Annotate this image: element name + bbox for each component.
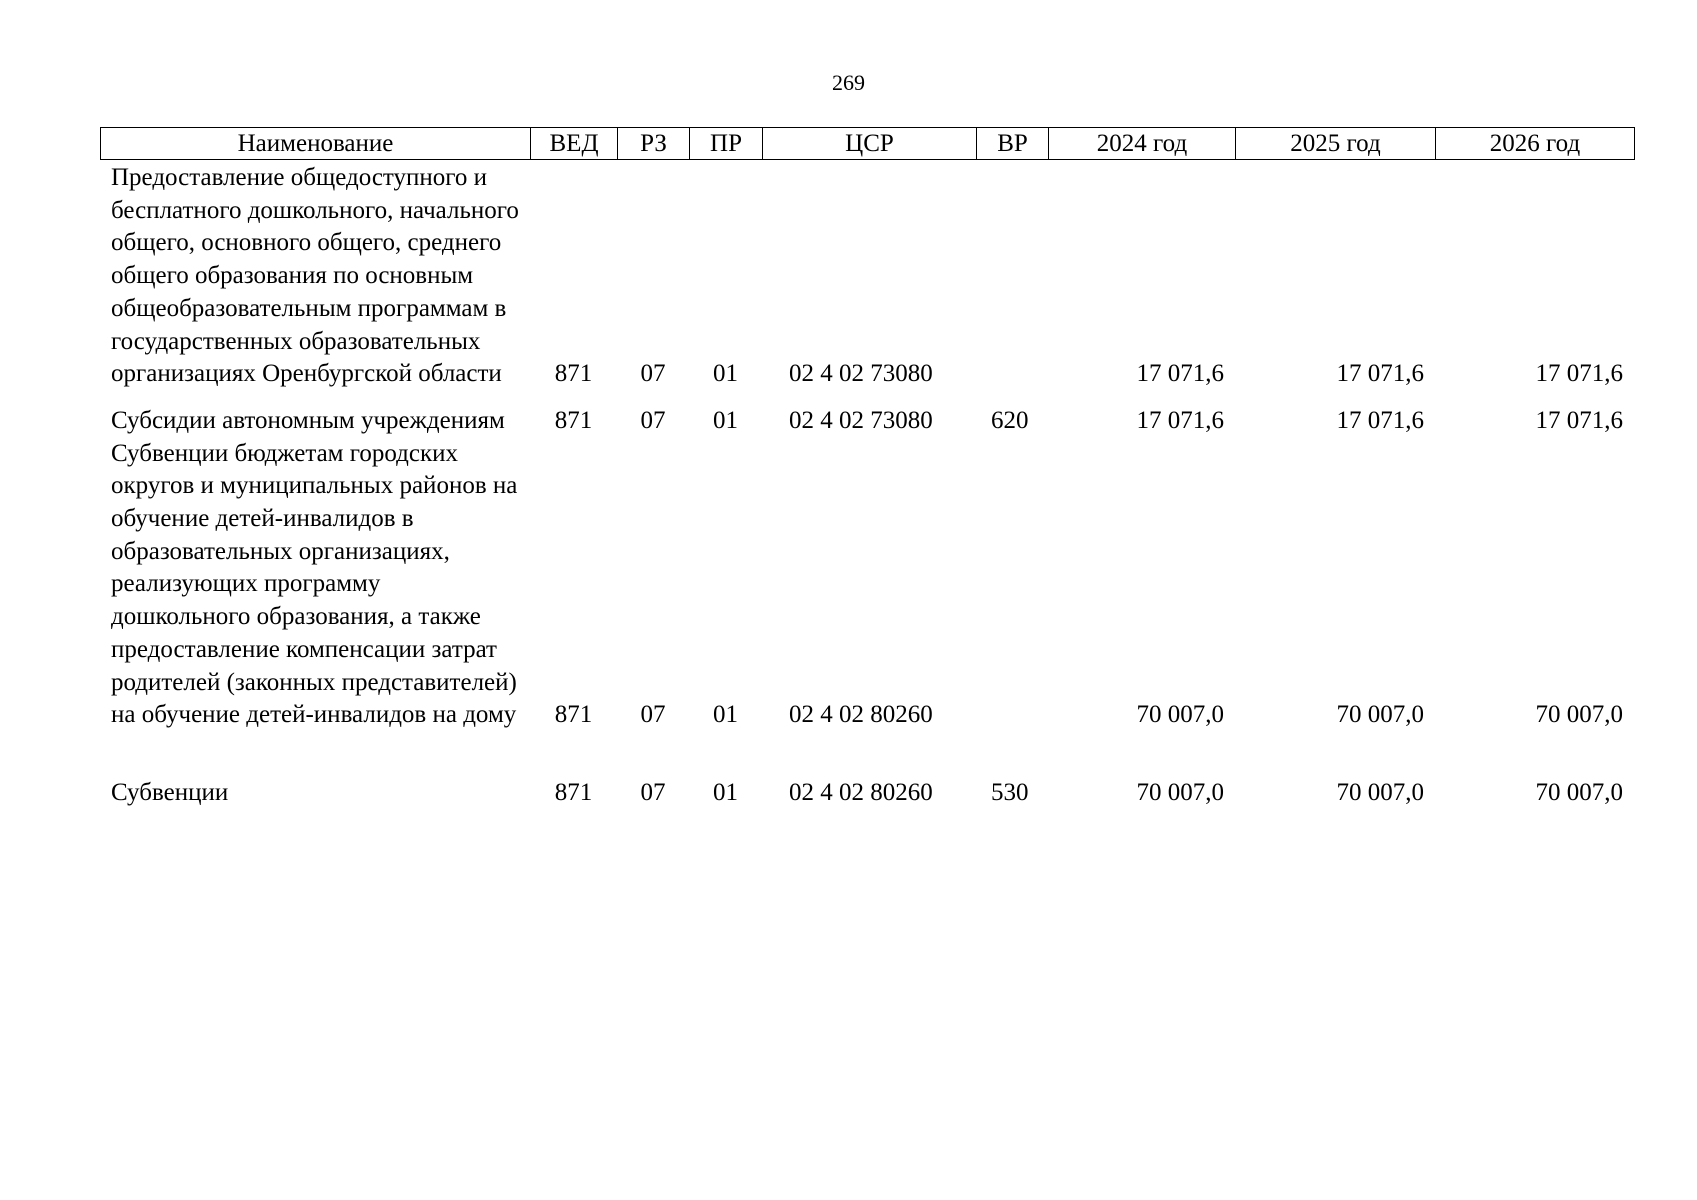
row-2026: 70 007,0 — [1535, 701, 1623, 729]
column-header-ved: ВЕД — [531, 128, 618, 160]
row-vr: 530 — [991, 778, 1029, 806]
row-ved: 871 — [554, 406, 593, 434]
row-2025: 70 007,0 — [1336, 778, 1424, 806]
column-header-rz: РЗ — [618, 128, 690, 160]
row-pr: 01 — [713, 701, 738, 729]
column-header-2026: 2026 год — [1436, 128, 1635, 160]
row-ved: 871 — [554, 360, 593, 388]
row-2024: 17 071,6 — [1136, 406, 1224, 434]
column-header-name: Наименование — [101, 128, 531, 160]
row-2026: 70 007,0 — [1535, 778, 1623, 806]
row-2025: 70 007,0 — [1336, 701, 1424, 729]
row-spacer — [100, 732, 1634, 777]
budget-table — [100, 162, 1634, 810]
column-header-pr: ПР — [690, 128, 763, 160]
column-header-csr: ЦСР — [763, 128, 977, 160]
page-number: 269 — [832, 70, 865, 95]
row-2025: 17 071,6 — [1336, 406, 1424, 434]
row-vr — [976, 438, 1048, 732]
row-csr: 02 4 02 80260 — [789, 701, 933, 729]
table-header — [100, 127, 1635, 160]
column-header-2024: 2024 год — [1049, 128, 1236, 160]
table-row — [100, 405, 1634, 438]
table-row — [100, 162, 1634, 391]
column-header-2025: 2025 год — [1236, 128, 1436, 160]
row-2025: 17 071,6 — [1336, 360, 1424, 388]
row-2024: 17 071,6 — [1136, 360, 1224, 388]
row-2024: 70 007,0 — [1136, 701, 1224, 729]
row-name: Субвенции бюджетам городских округов и муниципальных районов на обучение детей-инвалидов в образовательных организациях, реализующих программу дошкольного образования, а также предоставление компенсации затрат родителей (законных представителей) на обучение детей-инвалидов на дому — [111, 439, 518, 729]
row-csr: 02 4 02 80260 — [789, 778, 933, 806]
row-name: Предоставление общедоступного и бесплатного дошкольного, начального общего, основного общего, среднего общего образования по основным общеобразовательным программам в государственных образовательных организациях Оренбургской области — [111, 164, 519, 388]
row-rz: 07 — [640, 406, 666, 434]
row-2026: 17 071,6 — [1535, 406, 1623, 434]
row-rz: 07 — [640, 360, 666, 388]
row-pr: 01 — [713, 778, 738, 806]
row-2024: 70 007,0 — [1136, 778, 1224, 806]
row-ved: 871 — [554, 778, 593, 806]
header-row — [101, 128, 1635, 160]
table-row — [100, 777, 1634, 810]
row-pr: 01 — [713, 360, 738, 388]
row-rz: 07 — [640, 701, 666, 729]
row-csr: 02 4 02 73080 — [789, 360, 933, 388]
column-header-vr: ВР — [977, 128, 1049, 160]
row-vr — [976, 162, 1048, 391]
row-vr: 620 — [991, 406, 1029, 434]
row-csr: 02 4 02 73080 — [789, 406, 933, 434]
row-spacer — [100, 391, 1634, 405]
row-name: Субвенции — [111, 778, 229, 806]
row-name: Субсидии автономным учреждениям — [111, 406, 505, 434]
row-rz: 07 — [640, 778, 666, 806]
row-pr: 01 — [713, 406, 738, 434]
table-row — [100, 438, 1634, 732]
row-2026: 17 071,6 — [1535, 360, 1623, 388]
row-ved: 871 — [554, 701, 593, 729]
